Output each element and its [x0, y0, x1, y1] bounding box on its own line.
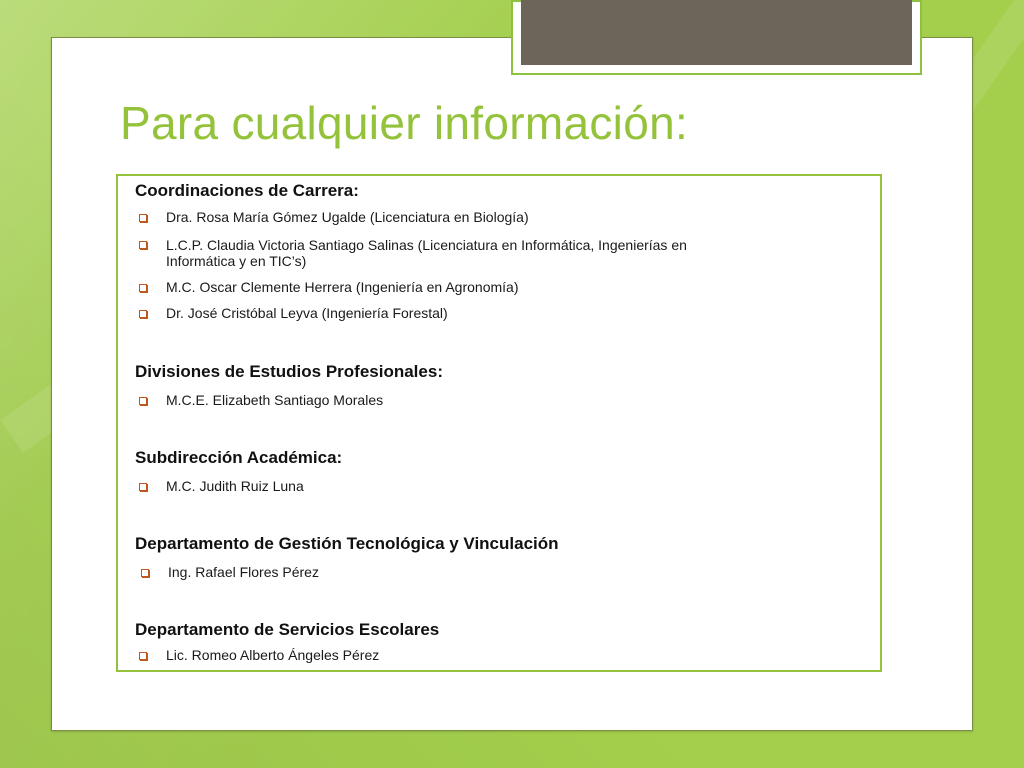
list-item: M.C. Judith Ruiz Luna — [166, 478, 304, 494]
list-item: Dra. Rosa María Gómez Ugalde (Licenciatura en Biología) — [166, 209, 529, 225]
list-item: M.C.E. Elizabeth Santiago Morales — [166, 392, 384, 408]
bullet-icon — [139, 310, 147, 318]
section-heading-vinculacion: Departamento de Gestión Tecnológica y Vinculación — [135, 534, 559, 553]
bullet-icon — [139, 241, 147, 249]
list-item: Lic. Romeo Alberto Ángeles Pérez — [166, 647, 380, 663]
bullet-icon — [139, 214, 147, 222]
bullet-icon — [141, 569, 149, 577]
bullet-icon — [139, 483, 147, 491]
section-heading-coordinaciones: Coordinaciones de Carrera: — [135, 181, 359, 200]
bullet-icon — [139, 652, 147, 660]
bullet-icon — [139, 284, 147, 292]
slide-title: Para cualquier información: — [120, 97, 689, 149]
list-item-continuation: Informática y en TIC’s) — [166, 253, 307, 269]
list-item: Ing. Rafael Flores Pérez — [168, 564, 319, 580]
photo-frame — [511, 0, 922, 75]
list-item: M.C. Oscar Clemente Herrera (Ingeniería en Agronomía) — [166, 279, 519, 295]
section-heading-servicios-escolares: Departamento de Servicios Escolares — [135, 620, 440, 639]
section-heading-divisiones: Divisiones de Estudios Profesionales: — [135, 362, 443, 381]
list-item: Dr. José Cristóbal Leyva (Ingeniería Forestal) — [166, 305, 448, 321]
list-item: L.C.P. Claudia Victoria Santiago Salinas (Licenciatura en Informática, Ingenierías en — [166, 237, 687, 253]
bullet-icon — [139, 397, 147, 405]
section-heading-subdireccion: Subdirección Académica: — [135, 448, 343, 467]
header-photo — [521, 0, 912, 65]
